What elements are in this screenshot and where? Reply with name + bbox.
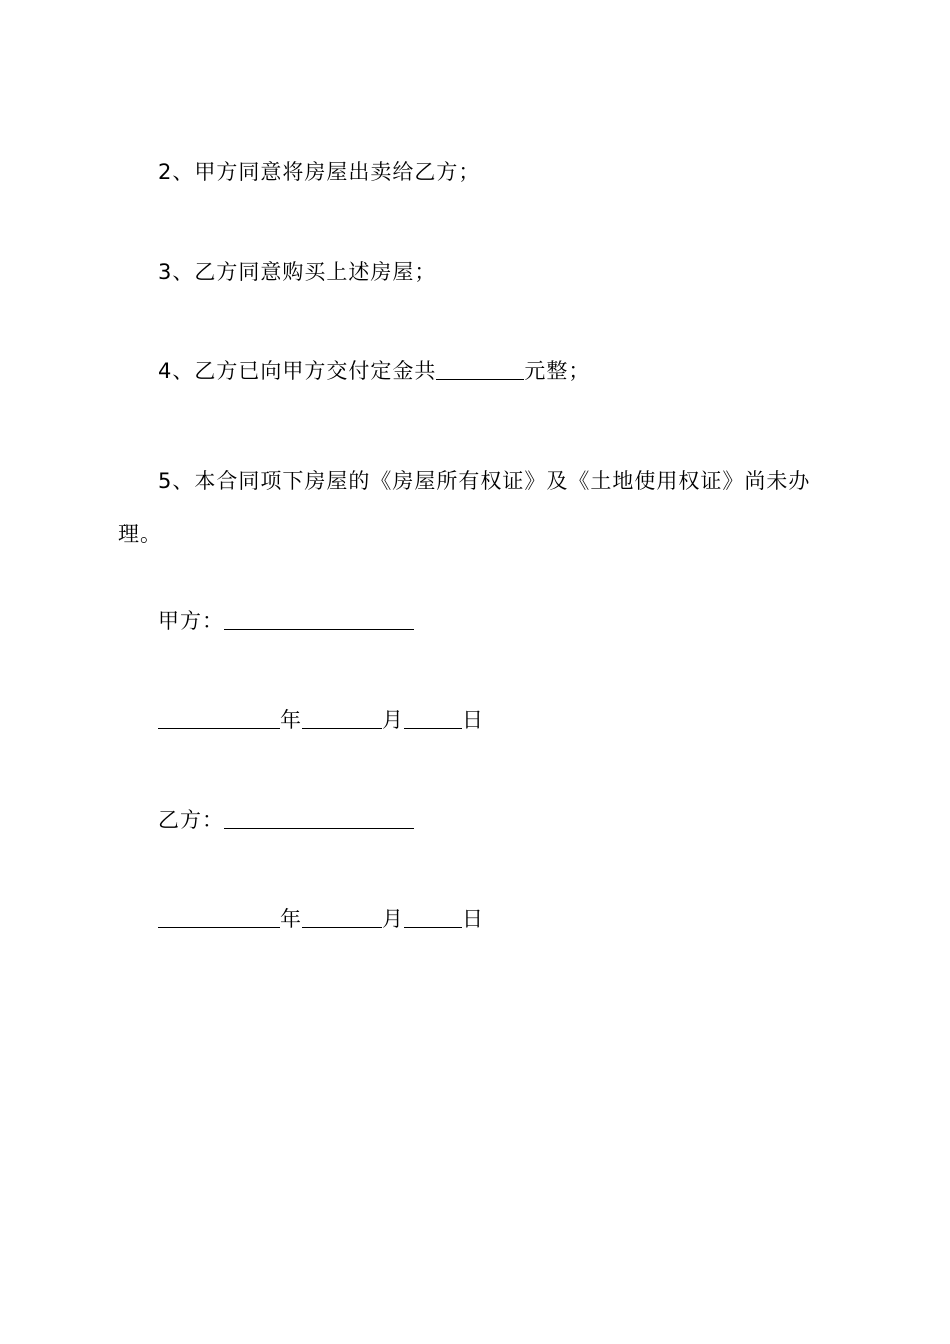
year-label: 年 — [280, 907, 302, 931]
party-a-label: 甲方： — [158, 609, 224, 633]
clause-3: 3、乙方同意购买上述房屋； — [158, 260, 437, 284]
party-b-day-blank[interactable] — [404, 907, 462, 928]
day-label: 日 — [462, 708, 484, 732]
party-b-label: 乙方： — [158, 808, 224, 832]
clause-2: 2、甲方同意将房屋出卖给乙方； — [158, 160, 481, 184]
party-b-signature-blank[interactable] — [224, 808, 414, 829]
day-label: 日 — [462, 907, 484, 931]
party-a-month-blank[interactable] — [302, 708, 382, 729]
party-a-signature-blank[interactable] — [224, 609, 414, 630]
party-a-signature-line — [158, 606, 414, 636]
party-a-year-blank[interactable] — [158, 708, 280, 729]
party-b-month-blank[interactable] — [302, 907, 382, 928]
party-b-signature-line — [158, 805, 414, 835]
clause-4-suffix: 元整； — [524, 359, 591, 383]
party-a-date-line — [158, 705, 484, 735]
party-b-year-blank[interactable] — [158, 907, 280, 928]
party-b-date-line — [158, 904, 484, 934]
clause-4-text: 4、乙方已向甲方交付定金共 — [158, 359, 437, 383]
month-label: 月 — [382, 907, 404, 931]
month-label: 月 — [382, 708, 404, 732]
year-label: 年 — [280, 708, 302, 732]
party-a-day-blank[interactable] — [404, 708, 462, 729]
clause-4 — [158, 356, 590, 386]
clause-5: 5、本合同项下房屋的《房屋所有权证》及《土地使用权证》尚未办理。 — [118, 469, 811, 546]
deposit-amount-blank[interactable] — [436, 359, 524, 380]
